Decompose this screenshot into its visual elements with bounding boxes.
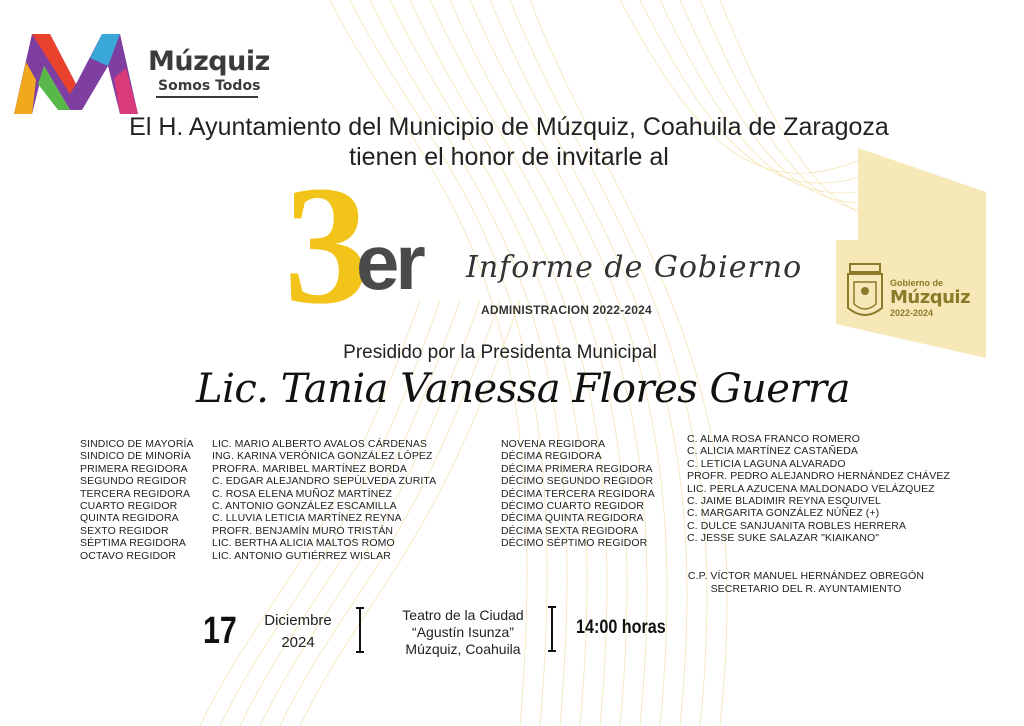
council-title: SEGUNDO REGIDOR [80, 475, 187, 488]
council-member: LIC. ANTONIO GUTIÉRREZ WISLAR [212, 549, 391, 562]
government-name: Múzquiz [890, 287, 971, 308]
venue-line-2: “Agustín Isunza” [412, 624, 514, 640]
m-logo-icon [10, 28, 145, 118]
event-day: 17 [203, 610, 237, 652]
president-name: Lic. Tania Vanessa Flores Guerra [196, 366, 850, 412]
council-title: DÉCIMO SEGUNDO REGIDOR [501, 475, 654, 488]
secretary-name: C.P. VÍCTOR MANUEL HERNÁNDEZ OBREGÓN [687, 570, 925, 582]
council-member: PROFR. BENJAMÍN MURO TRISTÁN [212, 524, 394, 537]
brand-name: Múzquiz [148, 46, 270, 77]
event-month-year [258, 610, 338, 654]
government-badge [836, 148, 986, 358]
event-number-suffix: er [356, 218, 422, 306]
venue-line-3: Múzquiz, Coahuila [405, 641, 521, 657]
intro-line-1: El H. Ayuntamiento del Municipio de Múzquiz, Coahuila de Zaragoza [129, 113, 889, 141]
brand-logo [10, 28, 270, 118]
council-member: C. ANTONIO GONZÁLEZ ESCAMILLA [212, 500, 397, 513]
council-title: DÉCIMA QUINTA REGIDORA [501, 512, 644, 525]
council-title: CUARTO REGIDOR [80, 500, 178, 513]
government-label: Gobierno de [890, 278, 944, 288]
venue-line-1: Teatro de la Ciudad [402, 607, 524, 623]
government-years: 2022-2024 [890, 308, 934, 318]
event-venue [390, 607, 536, 658]
council-member: C. LLUVIA LETICIA MARTÍNEZ REYNA [212, 512, 402, 525]
divider [359, 607, 361, 653]
council-title: SINDICO DE MAYORÍA [80, 438, 194, 450]
council-title: DÉCIMA SEXTA REGIDORA [501, 524, 639, 537]
secretary-title: SECRETARIO DEL R. AYUNTAMIENTO [710, 582, 902, 595]
presided-intro: Presidido por la Presidenta Municipal [343, 342, 657, 363]
event-time: 14:00 horas [576, 617, 666, 638]
council-title: NOVENA REGIDORA [501, 438, 606, 450]
event-number: 3 [284, 151, 369, 339]
council-member: C. ALMA ROSA FRANCO ROMERO [687, 433, 860, 445]
council-member: C. JAIME BLADIMIR REYNA ESQUIVEL [687, 495, 881, 508]
divider [551, 606, 553, 652]
council-title: SINDICO DE MINORÍA [80, 450, 191, 463]
council-member: C. EDGAR ALEJANDRO SEPÚLVEDA ZURITA [212, 475, 437, 488]
council-title: PRIMERA REGIDORA [80, 462, 188, 475]
council-member: LIC. PERLA AZUCENA MALDONADO VELÁZQUEZ [687, 482, 935, 495]
council-member: C. ROSA ELENA MUÑOZ MARTÍNEZ [212, 487, 392, 500]
intro-line-2: tienen el honor de invitarle al [349, 143, 669, 171]
council-title: DÉCIMA TERCERA REGIDORA [501, 487, 655, 500]
council-title: DÉCIMO CUARTO REGIDOR [501, 500, 644, 513]
council-member: C. DULCE SANJUANITA ROBLES HERRERA [687, 519, 907, 532]
administration-period: ADMINISTRACION 2022-2024 [481, 303, 652, 317]
council-member: LIC. MARIO ALBERTO AVALOS CÁRDENAS [212, 438, 428, 450]
council-member: PROFR. PEDRO ALEJANDRO HERNÁNDEZ CHÁVEZ [687, 470, 950, 483]
council-member: C. ALICIA MARTÍNEZ CASTAÑEDA [687, 445, 859, 458]
council-names-column-1 [212, 438, 436, 562]
council-title: DÉCIMA PRIMERA REGIDORA [501, 462, 653, 475]
brand-tagline: Somos Todos [158, 78, 261, 94]
council-titles-column-2 [501, 438, 655, 550]
tagline-underline [156, 96, 258, 98]
council-title: DÉCIMA REGIDORA [501, 450, 602, 463]
council-title: DÉCIMO SÉPTIMO REGIDOR [501, 537, 648, 550]
event-month: Diciembre [264, 612, 332, 629]
council-title: TERCERA REGIDORA [80, 487, 191, 500]
council-member: ING. KARINA VERÓNICA GONZÁLEZ LÓPEZ [212, 450, 433, 463]
council-member: PROFRA. MARIBEL MARTÍNEZ BORDA [212, 462, 407, 475]
council-member: C. LETICIA LAGUNA ALVARADO [687, 457, 846, 470]
council-member: C. JESSE SUKE SALAZAR "KIAIKANO" [687, 532, 880, 545]
council-title: QUINTA REGIDORA [80, 512, 179, 525]
council-title: SEXTO REGIDOR [80, 524, 169, 537]
council-titles-column-1 [80, 438, 194, 562]
council-names-column-2 [687, 433, 950, 545]
council-title: SÉPTIMA REGIDORA [80, 537, 187, 550]
council-member: LIC. BERTHA ALICIA MALTOS ROMO [212, 537, 395, 550]
council-title: OCTAVO REGIDOR [80, 549, 177, 562]
coat-of-arms-icon [844, 260, 886, 332]
secretary-block [681, 570, 931, 595]
event-title: Informe de Gobierno [466, 250, 803, 285]
council-member: C. MARGARITA GONZÁLEZ NÚÑEZ (+) [687, 507, 880, 520]
event-year: 2024 [281, 634, 315, 651]
